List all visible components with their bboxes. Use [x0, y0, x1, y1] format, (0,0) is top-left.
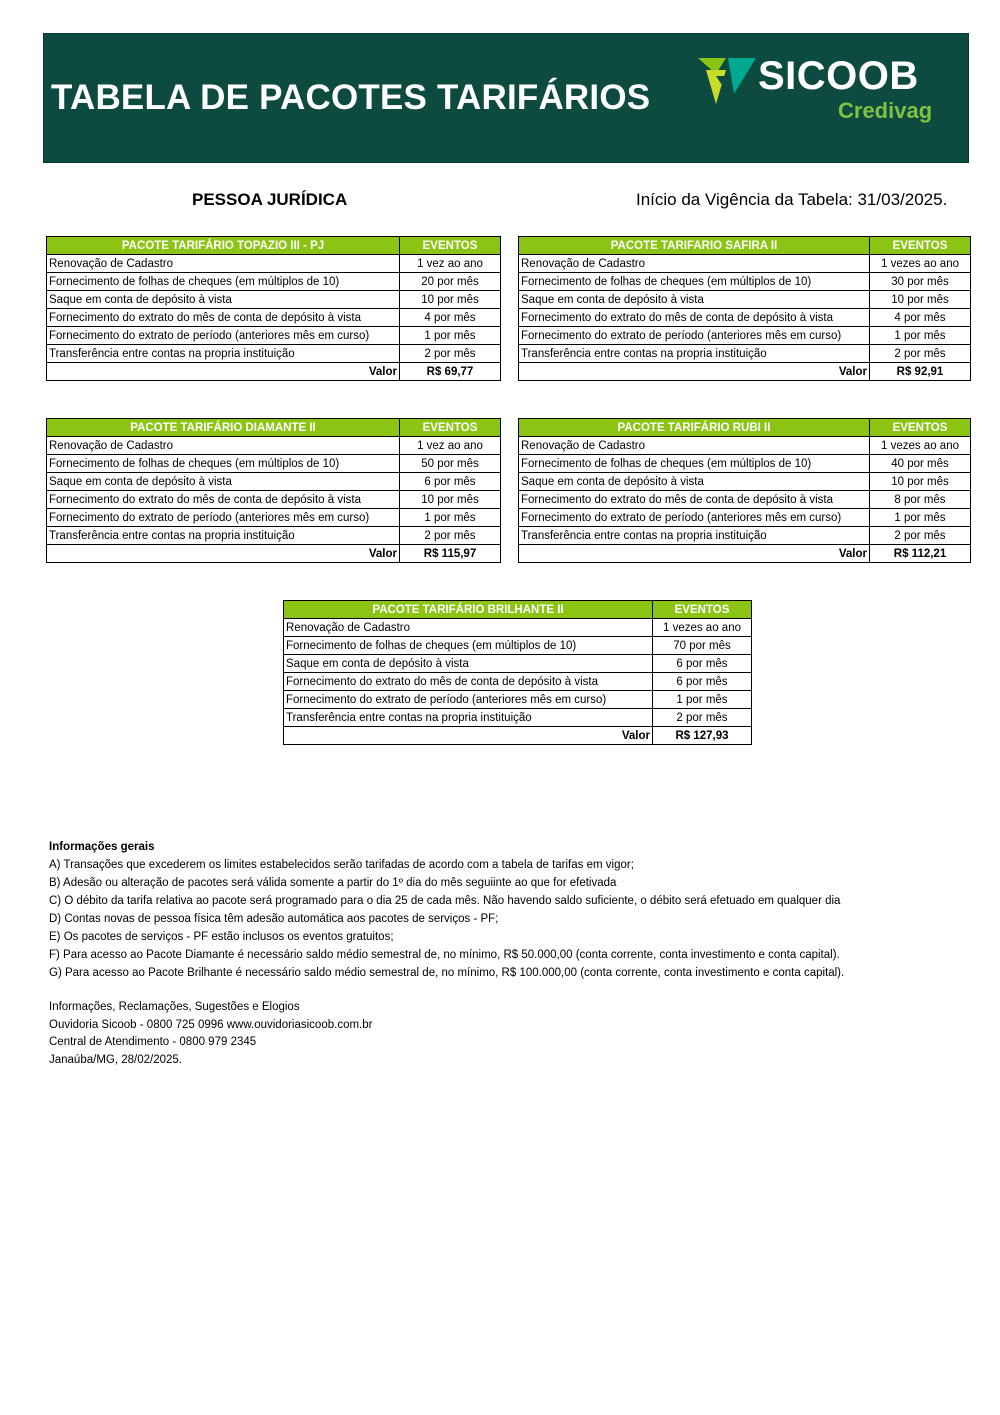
events-cell: 1 vezes ao ano: [870, 255, 971, 273]
package-table-brilhante: [283, 600, 752, 745]
sicoob-logo: [696, 52, 956, 132]
info-line: B) Adesão ou alteração de pacotes será válida somente a partir do 1º dia do mês seguiinte ao que for efetivada: [49, 877, 617, 889]
table-row: [519, 327, 971, 345]
valor-amount: R$ 112,21: [870, 545, 971, 563]
table-row: [284, 673, 752, 691]
valor-label: Valor: [519, 545, 870, 563]
service-cell: Fornecimento do extrato do mês de conta de depósito à vista: [519, 309, 870, 327]
service-cell: Saque em conta de depósito à vista: [519, 291, 870, 309]
service-cell: Transferência entre contas na propria instituição: [284, 709, 653, 727]
table-row: [519, 309, 971, 327]
service-cell: Transferência entre contas na propria instituição: [47, 527, 400, 545]
events-cell: 1 por mês: [653, 691, 752, 709]
service-cell: Fornecimento do extrato do mês de conta de depósito à vista: [284, 673, 653, 691]
page-title: TABELA DE PACOTES TARIFÁRIOS: [51, 78, 651, 117]
events-column-header: EVENTOS: [400, 419, 501, 437]
package-name: PACOTE TARIFARIO SAFIRA II: [519, 237, 870, 255]
contact-info: [49, 999, 372, 1069]
service-cell: Renovação de Cadastro: [47, 255, 400, 273]
service-cell: Fornecimento do extrato de período (anteriores mês em curso): [47, 509, 400, 527]
table-row: [47, 473, 501, 491]
info-line: D) Contas novas de pessoa física têm adesão automática aos pacotes de serviços - PF;: [49, 913, 499, 925]
table-row: [519, 455, 971, 473]
service-cell: Transferência entre contas na propria instituição: [47, 345, 400, 363]
events-cell: 2 por mês: [870, 345, 971, 363]
events-cell: 10 por mês: [400, 491, 501, 509]
package-name: PACOTE TARIFÁRIO RUBI II: [519, 419, 870, 437]
table-row: [284, 637, 752, 655]
events-cell: 40 por mês: [870, 455, 971, 473]
package-table-diamante: [46, 418, 501, 563]
events-cell: 20 por mês: [400, 273, 501, 291]
events-cell: 6 por mês: [653, 673, 752, 691]
events-cell: 1 por mês: [400, 327, 501, 345]
valor-label: Valor: [47, 363, 400, 381]
info-line: E) Os pacotes de serviços - PF estão inclusos os eventos gratuitos;: [49, 931, 394, 943]
page-header: [43, 33, 969, 163]
table-row: [47, 345, 501, 363]
service-cell: Fornecimento de folhas de cheques (em múltiplos de 10): [519, 455, 870, 473]
package-name: PACOTE TARIFÁRIO DIAMANTE II: [47, 419, 400, 437]
contact-line: Ouvidoria Sicoob - 0800 725 0996 www.ouvidoriasicoob.com.br: [49, 1018, 373, 1031]
table-row: [519, 437, 971, 455]
table-row: [47, 273, 501, 291]
service-cell: Renovação de Cadastro: [284, 619, 653, 637]
service-cell: Fornecimento de folhas de cheques (em múltiplos de 10): [47, 273, 400, 291]
valor-amount: R$ 115,97: [400, 545, 501, 563]
table-row: [284, 691, 752, 709]
valor-row: [519, 545, 971, 563]
service-cell: Saque em conta de depósito à vista: [284, 655, 653, 673]
events-cell: 1 vezes ao ano: [870, 437, 971, 455]
valor-row: [47, 545, 501, 563]
info-line: A) Transações que excederem os limites estabelecidos serão tarifadas de acordo com a tabela de tarifas em vigor;: [49, 859, 634, 871]
valor-label: Valor: [47, 545, 400, 563]
events-cell: 2 por mês: [653, 709, 752, 727]
events-cell: 10 por mês: [870, 473, 971, 491]
service-cell: Saque em conta de depósito à vista: [47, 473, 400, 491]
table-row: [284, 655, 752, 673]
service-cell: Fornecimento de folhas de cheques (em múltiplos de 10): [47, 455, 400, 473]
table-row: [47, 255, 501, 273]
valor-row: [47, 363, 501, 381]
valor-amount: R$ 69,77: [400, 363, 501, 381]
events-column-header: EVENTOS: [870, 237, 971, 255]
service-cell: Saque em conta de depósito à vista: [519, 473, 870, 491]
events-cell: 10 por mês: [400, 291, 501, 309]
events-cell: 1 vezes ao ano: [653, 619, 752, 637]
valor-row: [284, 727, 752, 745]
table-row: [519, 291, 971, 309]
info-line: F) Para acesso ao Pacote Diamante é necessário saldo médio semestral de, no mínimo, R$ 50.000,00 (conta corrente, conta investimento e conta capital).: [49, 949, 840, 961]
table-row: [519, 273, 971, 291]
events-cell: 4 por mês: [870, 309, 971, 327]
table-row: [519, 255, 971, 273]
service-cell: Fornecimento de folhas de cheques (em múltiplos de 10): [284, 637, 653, 655]
table-row: [519, 527, 971, 545]
table-row: [47, 327, 501, 345]
service-cell: Fornecimento do extrato do mês de conta de depósito à vista: [47, 309, 400, 327]
events-cell: 2 por mês: [400, 527, 501, 545]
service-cell: Saque em conta de depósito à vista: [47, 291, 400, 309]
events-cell: 1 por mês: [870, 509, 971, 527]
info-line: C) O débito da tarifa relativa ao pacote será programado para o dia 25 de cada mês. Não havendo saldo suficiente, o débito será efetuado em qualquer dia: [49, 895, 841, 907]
table-row: [47, 437, 501, 455]
package-header-row: [519, 237, 971, 255]
service-cell: Transferência entre contas na propria instituição: [519, 345, 870, 363]
events-cell: 1 vez ao ano: [400, 437, 501, 455]
table-row: [47, 291, 501, 309]
events-column-header: EVENTOS: [400, 237, 501, 255]
package-header-row: [47, 237, 501, 255]
package-table-rubi: [518, 418, 971, 563]
table-row: [47, 455, 501, 473]
events-column-header: EVENTOS: [653, 601, 752, 619]
table-row: [519, 473, 971, 491]
contact-line: Central de Atendimento - 0800 979 2345: [49, 1036, 257, 1048]
logo-subtitle: Credivag: [838, 98, 933, 123]
service-cell: Renovação de Cadastro: [47, 437, 400, 455]
table-row: [47, 491, 501, 509]
events-cell: 30 por mês: [870, 273, 971, 291]
package-table-safira: [518, 236, 971, 381]
table-row: [519, 491, 971, 509]
contact-line: Janaúba/MG, 28/02/2025.: [49, 1053, 182, 1066]
service-cell: Renovação de Cadastro: [519, 437, 870, 455]
package-header-row: [519, 419, 971, 437]
service-cell: Fornecimento do extrato do mês de conta de depósito à vista: [47, 491, 400, 509]
events-column-header: EVENTOS: [870, 419, 971, 437]
general-info-heading: Informações gerais: [49, 841, 155, 853]
table-row: [284, 619, 752, 637]
package-header-row: [284, 601, 752, 619]
service-cell: Renovação de Cadastro: [519, 255, 870, 273]
service-cell: Fornecimento do extrato de período (anteriores mês em curso): [284, 691, 653, 709]
valor-label: Valor: [519, 363, 870, 381]
table-row: [284, 709, 752, 727]
events-cell: 6 por mês: [400, 473, 501, 491]
events-cell: 8 por mês: [870, 491, 971, 509]
sicoob-logo-mark-icon: [696, 54, 758, 108]
service-cell: Fornecimento do extrato do mês de conta de depósito à vista: [519, 491, 870, 509]
logo-wordmark: SICOOB: [758, 54, 919, 98]
contact-line: Informações, Reclamações, Sugestões e Elogios: [49, 1001, 300, 1013]
events-cell: 10 por mês: [870, 291, 971, 309]
table-row: [47, 309, 501, 327]
events-cell: 2 por mês: [400, 345, 501, 363]
events-cell: 1 por mês: [870, 327, 971, 345]
events-cell: 70 por mês: [653, 637, 752, 655]
package-header-row: [47, 419, 501, 437]
events-cell: 1 por mês: [400, 509, 501, 527]
service-cell: Fornecimento do extrato de período (anteriores mês em curso): [519, 509, 870, 527]
table-row: [519, 509, 971, 527]
package-name: PACOTE TARIFÁRIO TOPAZIO III - PJ: [47, 237, 400, 255]
package-name: PACOTE TARIFÁRIO BRILHANTE II: [284, 601, 653, 619]
events-cell: 6 por mês: [653, 655, 752, 673]
info-line: G) Para acesso ao Pacote Brilhante é necessário saldo médio semestral de, no mínimo, R$ 100.000,00 (conta corrente, conta investimento e conta capital).: [49, 967, 845, 979]
table-row: [47, 509, 501, 527]
general-info: [49, 838, 844, 982]
events-cell: 4 por mês: [400, 309, 501, 327]
service-cell: Fornecimento do extrato de período (anteriores mês em curso): [519, 327, 870, 345]
table-row: [47, 527, 501, 545]
service-cell: Fornecimento de folhas de cheques (em múltiplos de 10): [519, 273, 870, 291]
events-cell: 1 vez ao ano: [400, 255, 501, 273]
package-table-topazio: [46, 236, 501, 381]
valor-label: Valor: [284, 727, 653, 745]
events-cell: 50 por mês: [400, 455, 501, 473]
service-cell: Transferência entre contas na propria instituição: [519, 527, 870, 545]
events-cell: 2 por mês: [870, 527, 971, 545]
valor-row: [519, 363, 971, 381]
client-type-heading: PESSOA JURÍDICA: [192, 190, 348, 209]
validity-date: Início da Vigência da Tabela: 31/03/2025.: [636, 190, 948, 209]
service-cell: Fornecimento do extrato de período (anteriores mês em curso): [47, 327, 400, 345]
table-row: [519, 345, 971, 363]
valor-amount: R$ 127,93: [653, 727, 752, 745]
valor-amount: R$ 92,91: [870, 363, 971, 381]
